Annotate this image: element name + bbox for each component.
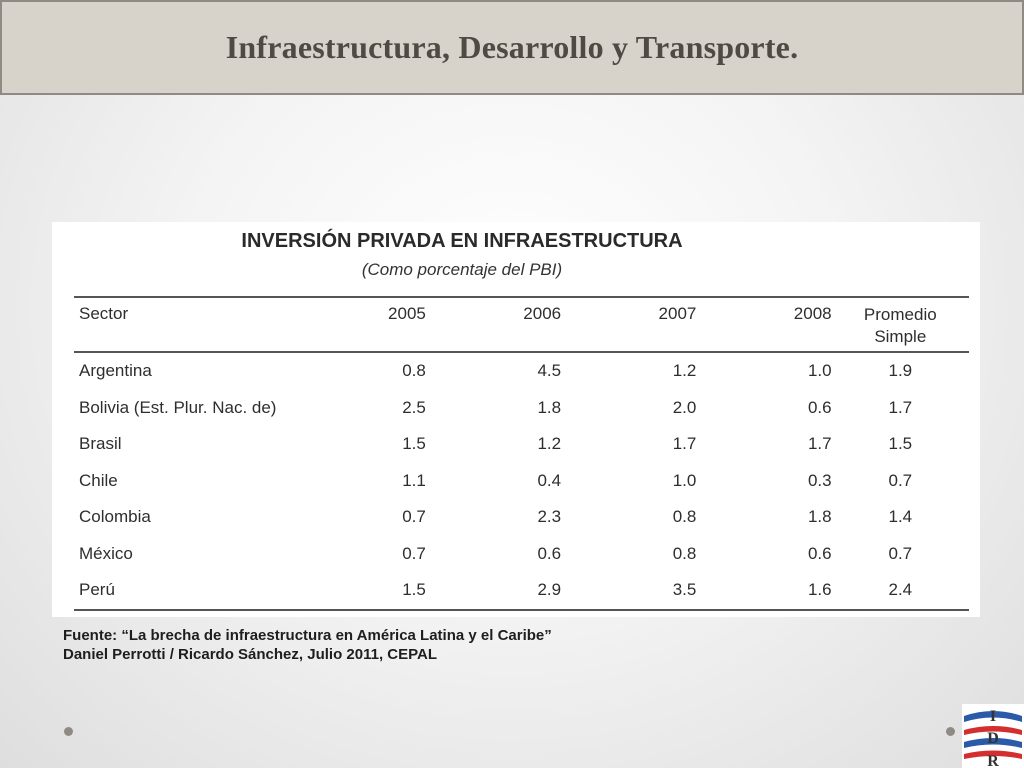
table-subtitle: (Como porcentaje del PBI) (361, 260, 563, 279)
cell-value: 1.2 (537, 434, 562, 454)
cell-sector: Chile (79, 470, 118, 490)
cell-average: 1.9 (888, 361, 913, 381)
cell-sector: Perú (74, 572, 341, 610)
header-2008: 2008 (696, 297, 831, 352)
source-line-2: Daniel Perrotti / Ricardo Sánchez, Julio 2011, CEPAL (63, 646, 438, 663)
cell-value: 3.5 (561, 572, 696, 610)
cell-value: 0.6 (537, 543, 562, 563)
cell-value: 2.5 (402, 397, 426, 417)
cell-sector: Brasil (79, 434, 122, 454)
cell-average: 0.7 (888, 470, 913, 490)
table-row (74, 352, 969, 390)
investment-table (74, 296, 969, 611)
cell-value: 0.8 (402, 361, 426, 381)
cell-value: 1.7 (807, 434, 832, 454)
header-2007: 2007 (561, 297, 696, 352)
cell-value: 0.3 (807, 470, 832, 490)
cell-value: 0.6 (807, 397, 832, 417)
cell-value: 1.0 (807, 361, 832, 381)
cell-value: 2.3 (537, 507, 562, 527)
svg-text:I: I (989, 708, 997, 725)
cell-value: 1.6 (696, 572, 831, 610)
cell-value: 1.7 (672, 434, 697, 454)
cell-value: 0.6 (807, 543, 832, 563)
cell-value: 2.0 (672, 397, 697, 417)
table-row (74, 499, 969, 536)
cell-sector: Colombia (79, 507, 151, 527)
cell-value: 1.8 (807, 507, 832, 527)
slide-title: Infraestructura, Desarrollo y Transporte. (225, 29, 799, 65)
cell-value: 0.4 (537, 470, 562, 490)
cell-sector: Argentina (79, 361, 152, 381)
cell-value: 0.7 (402, 507, 426, 527)
header-sector: Sector (74, 297, 341, 352)
cell-value: 1.5 (341, 572, 426, 610)
cell-value: 1.0 (672, 470, 697, 490)
cell-average: 2.4 (832, 572, 969, 610)
table-title: INVERSIÓN PRIVADA EN INFRAESTRUCTURA (241, 230, 683, 252)
header-promedio: Promedio (863, 305, 937, 324)
header-2006: 2006 (426, 297, 561, 352)
cell-average: 1.4 (888, 507, 913, 527)
cell-average: 1.7 (888, 397, 913, 417)
cell-average: 0.7 (888, 543, 913, 563)
cell-value: 2.9 (426, 572, 561, 610)
cell-value: 0.7 (402, 543, 426, 563)
cell-sector: México (79, 543, 133, 563)
header-simple: Simple (874, 327, 927, 346)
title-bar (0, 0, 1024, 95)
svg-text:R: R (987, 753, 999, 768)
table-row (74, 572, 969, 610)
header-2005: 2005 (341, 297, 426, 352)
cell-value: 1.2 (672, 361, 697, 381)
cell-sector: Bolivia (Est. Plur. Nac. de) (79, 397, 277, 417)
table-row (74, 390, 969, 427)
bullet-dot-right (946, 727, 955, 736)
idr-logo-icon (962, 704, 1024, 768)
table-header-row (74, 297, 969, 352)
cell-value: 1.8 (537, 397, 562, 417)
table-panel (52, 222, 980, 617)
cell-value: 4.5 (537, 361, 562, 381)
cell-average: 1.5 (888, 434, 913, 454)
header-promedio-simple (832, 297, 969, 352)
cell-value: 0.8 (672, 543, 697, 563)
cell-value: 1.1 (402, 470, 426, 490)
svg-text:D: D (987, 730, 999, 747)
cell-value: 0.8 (672, 507, 697, 527)
table-row (74, 536, 969, 573)
table-row (74, 463, 969, 500)
bullet-dot-left (64, 727, 73, 736)
table-row (74, 426, 969, 463)
source-line-1: Fuente: “La brecha de infraestructura en América Latina y el Caribe” (63, 627, 552, 644)
cell-value: 1.5 (402, 434, 426, 454)
source-citation (63, 626, 552, 664)
